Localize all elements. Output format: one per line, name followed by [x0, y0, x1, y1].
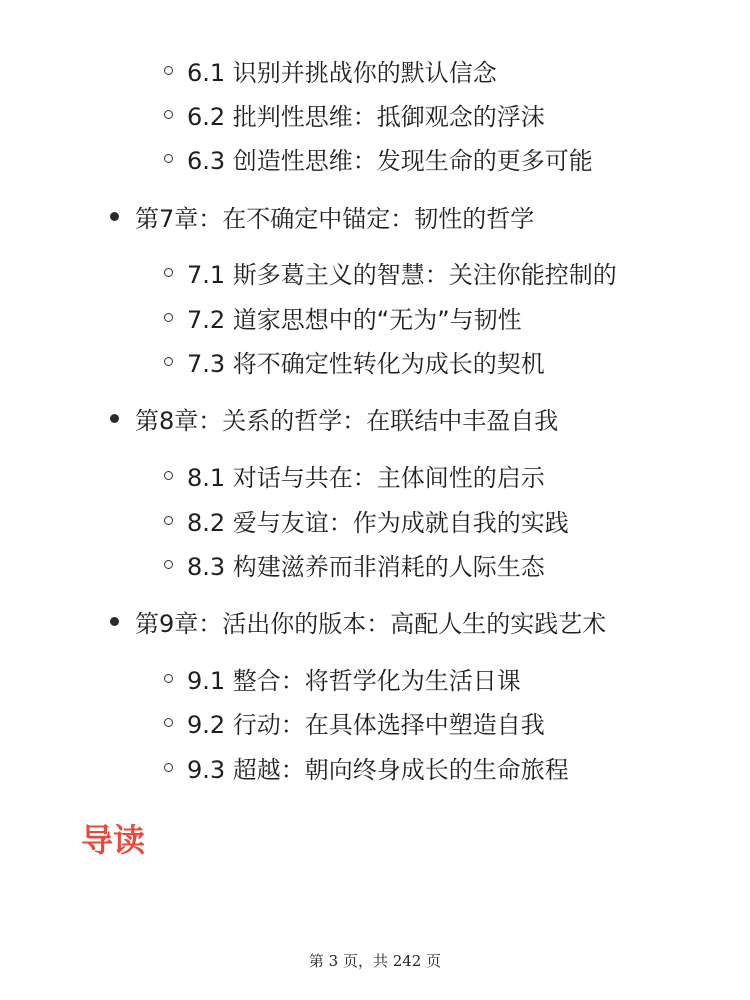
- hollow-bullet-icon: [164, 718, 173, 727]
- toc-chapter-8[interactable]: [110, 398, 558, 438]
- page-footer: 第 3 页，共 242 页: [308, 952, 442, 970]
- hollow-bullet-icon: [164, 313, 173, 322]
- toc-item-8-3[interactable]: [164, 544, 545, 584]
- hollow-bullet-icon: [164, 357, 173, 366]
- toc-item-label: 8.2 爱与友谊：作为成就自我的实践: [187, 508, 569, 537]
- toc-item-9-2[interactable]: [164, 702, 545, 742]
- toc-item-label: 9.1 整合：将哲学化为生活日课: [187, 666, 521, 695]
- toc-item-8-2[interactable]: [164, 500, 569, 540]
- toc-item-6-2[interactable]: [164, 94, 545, 134]
- filled-bullet-icon: [110, 414, 119, 423]
- toc-item-9-1[interactable]: [164, 658, 521, 698]
- toc-item-7-1[interactable]: [164, 252, 617, 292]
- filled-bullet-icon: [110, 617, 119, 626]
- hollow-bullet-icon: [164, 471, 173, 480]
- toc-item-6-3[interactable]: [164, 138, 593, 178]
- hollow-bullet-icon: [164, 110, 173, 119]
- toc-item-9-3[interactable]: [164, 747, 569, 787]
- toc-item-label: 7.1 斯多葛主义的智慧：关注你能控制的: [187, 260, 617, 289]
- toc-chapter-7[interactable]: [110, 196, 534, 236]
- toc-item-label: 8.3 构建滋养而非消耗的人际生态: [187, 552, 545, 581]
- toc-chapter-label: 第8章：关系的哲学：在联结中丰盈自我: [135, 406, 559, 435]
- toc-item-label: 8.1 对话与共在：主体间性的启示: [187, 463, 545, 492]
- hollow-bullet-icon: [164, 674, 173, 683]
- hollow-bullet-icon: [164, 268, 173, 277]
- toc-item-8-1[interactable]: [164, 455, 545, 495]
- hollow-bullet-icon: [164, 560, 173, 569]
- section-heading: 导读: [81, 821, 146, 859]
- hollow-bullet-icon: [164, 516, 173, 525]
- toc-chapter-9[interactable]: [110, 601, 606, 641]
- toc-chapter-label: 第9章：活出你的版本：高配人生的实践艺术: [135, 609, 607, 638]
- hollow-bullet-icon: [164, 154, 173, 163]
- filled-bullet-icon: [110, 212, 119, 221]
- toc-item-label: 7.3 将不确定性转化为成长的契机: [187, 349, 545, 378]
- toc-item-7-3[interactable]: [164, 341, 545, 381]
- toc-item-label: 9.2 行动：在具体选择中塑造自我: [187, 710, 545, 739]
- hollow-bullet-icon: [164, 66, 173, 75]
- hollow-bullet-icon: [164, 763, 173, 772]
- toc-item-label: 9.3 超越：朝向终身成长的生命旅程: [187, 755, 569, 784]
- toc-item-label: 6.3 创造性思维：发现生命的更多可能: [187, 146, 593, 175]
- toc-item-label: 6.1 识别并挑战你的默认信念: [187, 58, 497, 87]
- toc-chapter-label: 第7章：在不确定中锚定：韧性的哲学: [135, 204, 535, 233]
- toc-item-label: 7.2 道家思想中的“无为”与韧性: [187, 305, 522, 334]
- toc-item-7-2[interactable]: [164, 297, 522, 337]
- toc-item-6-1[interactable]: [164, 50, 497, 90]
- toc-item-label: 6.2 批判性思维：抵御观念的浮沫: [187, 102, 545, 131]
